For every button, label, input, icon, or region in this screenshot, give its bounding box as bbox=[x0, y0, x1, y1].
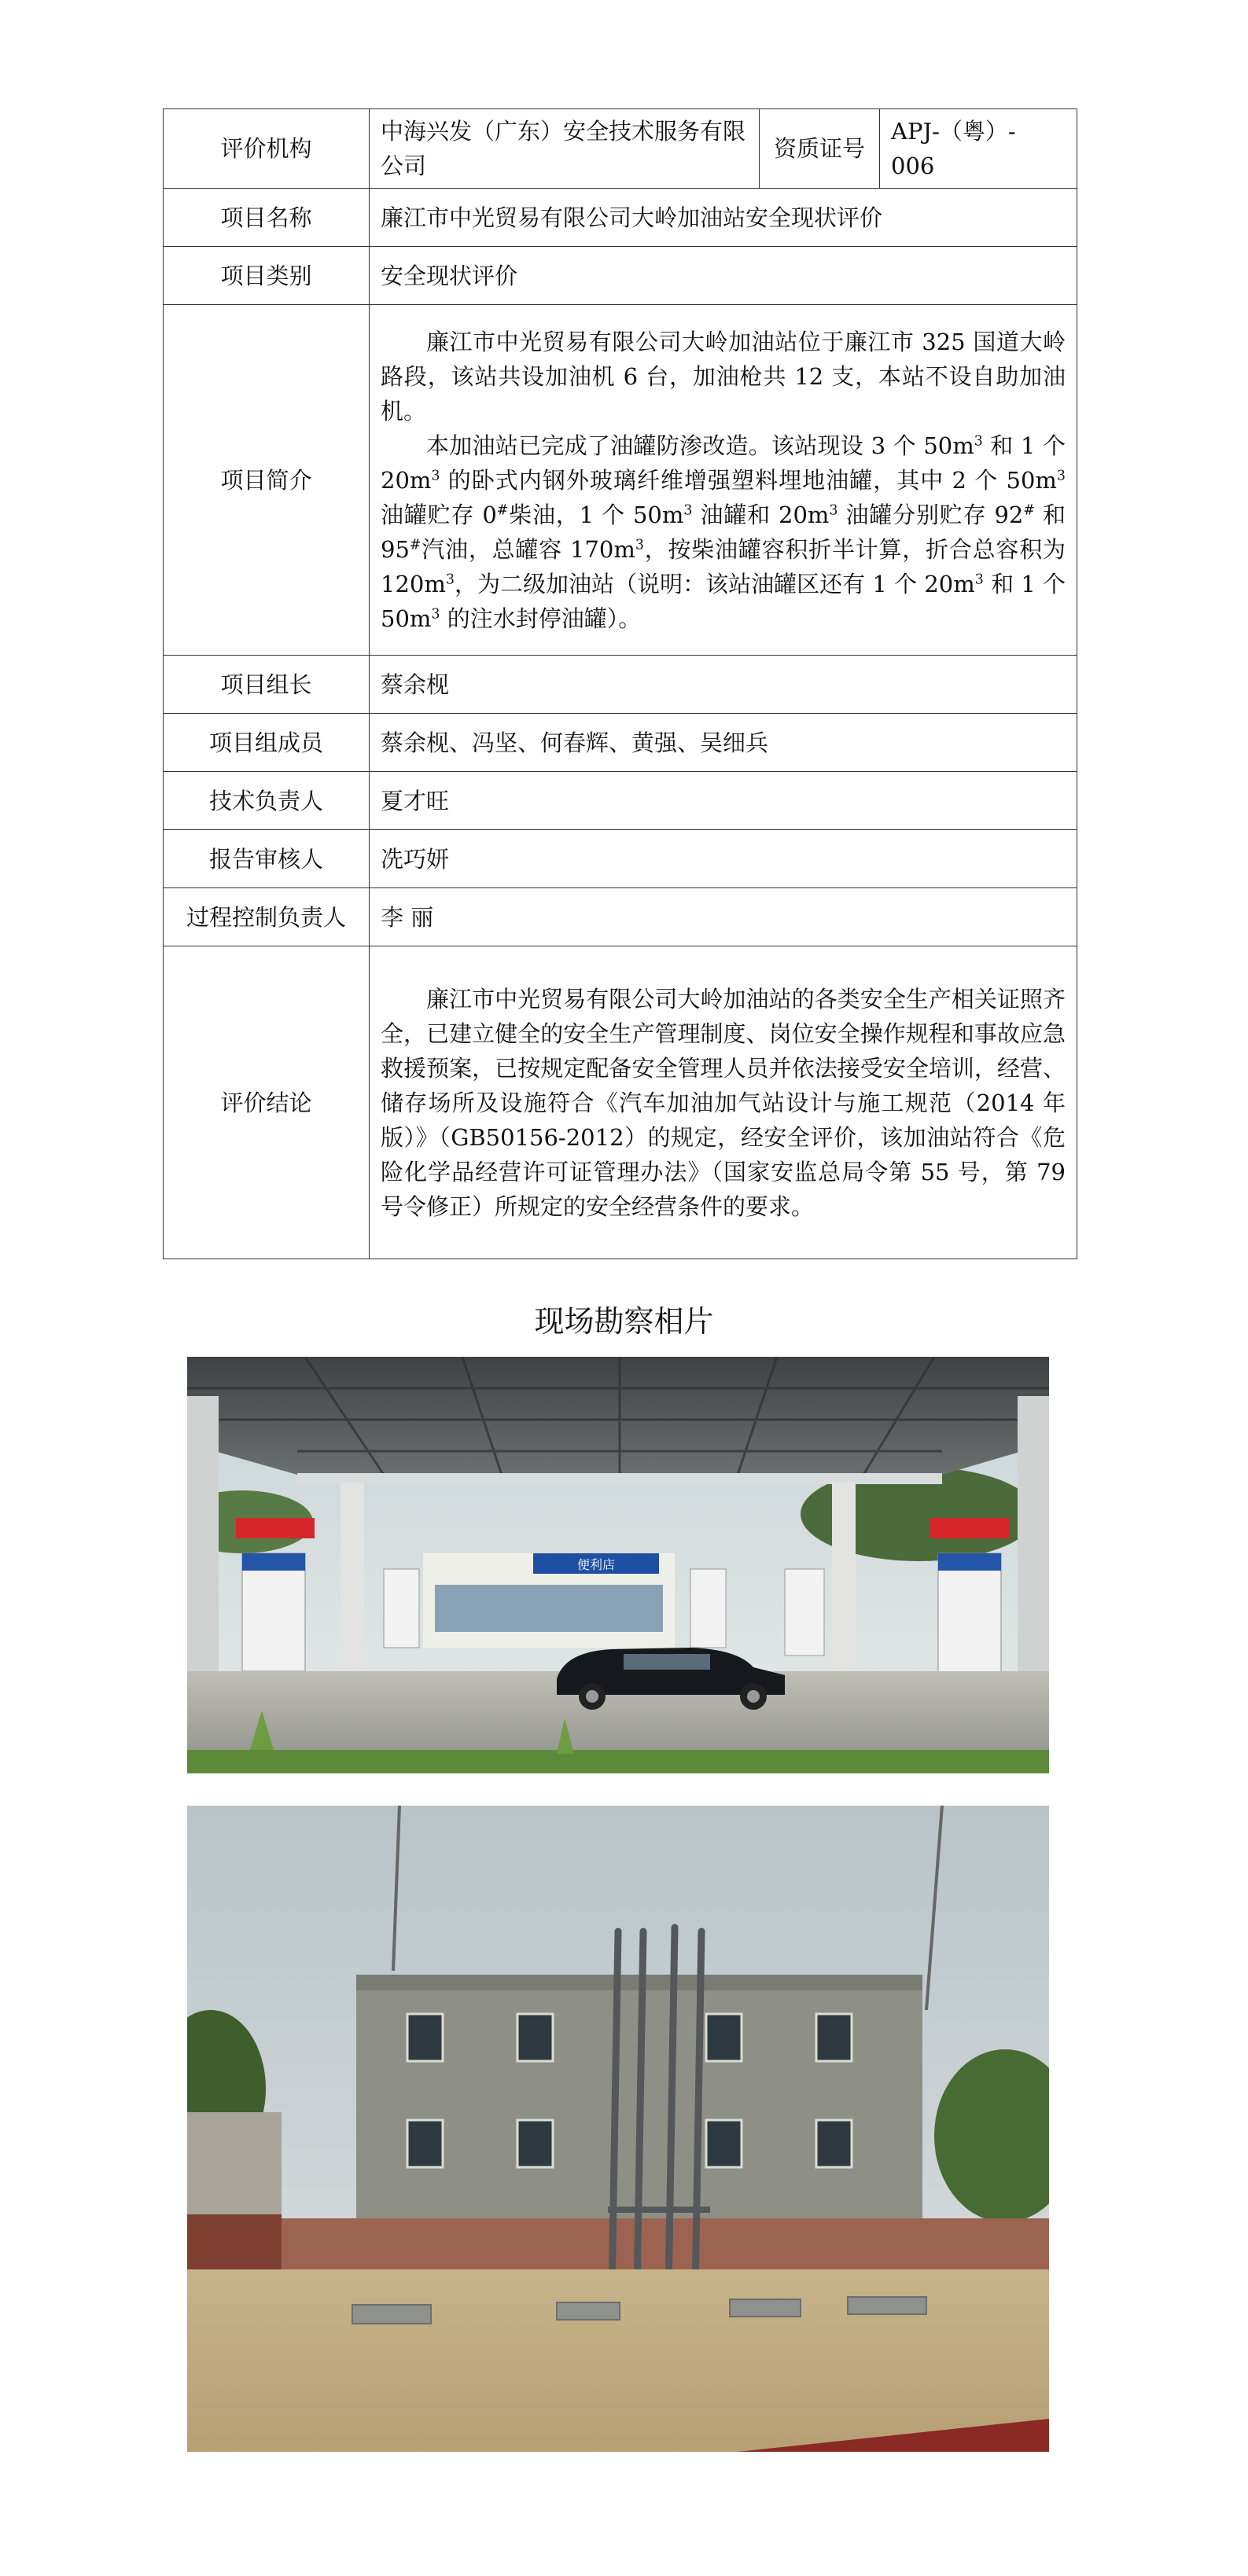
org-label: 评价机构 bbox=[164, 109, 370, 189]
tech-value: 夏才旺 bbox=[370, 772, 1077, 830]
store-sign-text: 便利店 bbox=[576, 1557, 616, 1572]
evaluation-info-table bbox=[163, 108, 1077, 1259]
conclusion-label: 评价结论 bbox=[164, 946, 370, 1259]
photos-heading: 现场勘察相片 bbox=[534, 1304, 714, 1339]
type-value: 安全现状评价 bbox=[370, 247, 1077, 305]
intro-paragraph-2: 本加油站已完成了油罐防渗改造。该站现设 3 个 $50m^3$ 和 1 个 $20m^3$ 的卧式内钢外玻璃纤维增强塑料埋地油罐，其中 2 个 $50m^3$ 油罐贮存 0#柴油，1 个 $50m^3$ 油罐和 $20m^3$ 油罐分别贮存 92# 和 95#汽油，总罐容 $170m^3$，按柴油罐容积折半计算，折合总容积为 $120m^3$，为二级加油站（说明：该站油罐区还有 1 个 $20m^3$ 和 1 个 $50m^3$ 的注水封停油罐）。 bbox=[381, 432, 1066, 632]
name-value: 廉江市中光贸易有限公司大岭加油站安全现状评价 bbox=[370, 189, 1077, 247]
process-label: 过程控制负责人 bbox=[164, 888, 370, 946]
site-photo-tank-area bbox=[187, 1806, 1049, 2452]
members-value: 蔡余枧、冯坚、何春辉、黄强、吴细兵 bbox=[370, 714, 1077, 772]
type-label: 项目类别 bbox=[164, 247, 370, 305]
conclusion-paragraph: 廉江市中光贸易有限公司大岭加油站的各类安全生产相关证照齐全，已建立健全的安全生产管理制度、岗位安全操作规程和事故应急救援预案，已按规定配备安全管理人员并依法接受安全培训，经营、储存场所及设施符合《汽车加油加气站设计与施工规范（2014 年版）》（GB50156-2012）的规定，经安全评价，该加油站符合《危险化学品经营许可证管理办法》（国家安监总局令第 55 号，第 79 号令修正）所规定的安全经营条件的要求。 bbox=[381, 985, 1066, 1220]
tech-label: 技术负责人 bbox=[164, 772, 370, 830]
intro-paragraph-1: 廉江市中光贸易有限公司大岭加油站位于廉江市 325 国道大岭路段，该站共设加油机 6 台，加油枪共 12 支，本站不设自助加油机。 bbox=[381, 328, 1066, 424]
leader-value: 蔡余枧 bbox=[370, 656, 1077, 714]
site-photo-gas-station bbox=[187, 1357, 1049, 1773]
name-label: 项目名称 bbox=[164, 189, 370, 247]
review-value: 冼巧妍 bbox=[370, 830, 1077, 888]
intro-value bbox=[370, 305, 1077, 656]
org-value: 中海兴发（广东）安全技术服务有限公司 bbox=[370, 109, 760, 189]
intro-label: 项目简介 bbox=[164, 305, 370, 656]
cert-value: APJ-（粤）- 006 bbox=[880, 109, 1077, 189]
process-value: 李 丽 bbox=[370, 888, 1077, 946]
review-label: 报告审核人 bbox=[164, 830, 370, 888]
leader-label: 项目组长 bbox=[164, 656, 370, 714]
cert-label: 资质证号 bbox=[760, 109, 880, 189]
members-label: 项目组成员 bbox=[164, 714, 370, 772]
conclusion-value bbox=[370, 946, 1077, 1259]
